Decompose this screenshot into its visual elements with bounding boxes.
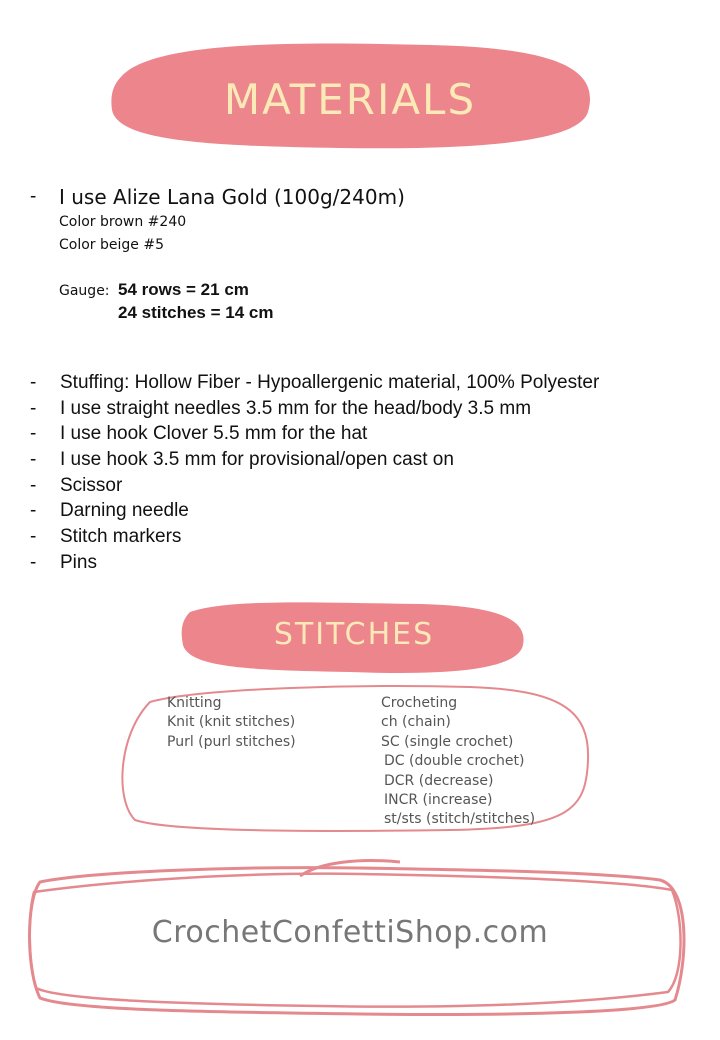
stitches-title: STITCHES (273, 617, 435, 652)
gauge-stitches: 24 stitches = 14 cm (118, 303, 274, 322)
knitting-column (167, 694, 296, 752)
list-item: INCR (increase) (384, 791, 493, 808)
materials-title: MATERIALS (223, 75, 477, 124)
gauge-label: Gauge: (59, 283, 110, 299)
list-item: SC (single crochet) (381, 733, 514, 750)
crocheting-column (381, 694, 535, 830)
gauge-rows: 54 rows = 21 cm (118, 280, 249, 299)
tools-list (30, 370, 599, 576)
shop-url[interactable]: CrochetConfettiShop.com (151, 915, 549, 950)
knitting-heading: Knitting (167, 695, 222, 711)
list-item: - Darning needle (30, 500, 189, 522)
list-item: DC (double crochet) (384, 753, 525, 770)
list-item: - I use hook 3.5 mm for provisional/open cast on (30, 449, 454, 471)
list-item: - I use straight needles 3.5 mm for the head/body 3.5 mm (30, 397, 532, 419)
crocheting-heading: Crocheting (381, 695, 458, 711)
yarn-color-beige: Color beige #5 (59, 237, 164, 253)
list-item: DCR (decrease) (384, 772, 494, 789)
list-item: - Stitch markers (30, 526, 182, 548)
list-item: Knit (knit stitches) (167, 714, 296, 731)
list-item: - Stuffing: Hollow Fiber - Hypoallergenic material, 100% Polyester (30, 372, 600, 393)
list-item: Purl (purl stitches) (167, 733, 296, 750)
list-item: ch (chain) (381, 714, 451, 731)
bullet-dash: - (30, 186, 37, 207)
list-item: - Pins (30, 551, 97, 573)
yarn-headline: I use Alize Lana Gold (100g/240m) (59, 185, 405, 209)
yarn-color-brown: Color brown #240 (59, 214, 187, 230)
list-item: st/sts (stitch/stitches) (384, 811, 536, 828)
list-item: - I use hook Clover 5.5 mm for the hat (30, 423, 368, 445)
list-item: - Scissor (30, 474, 123, 496)
